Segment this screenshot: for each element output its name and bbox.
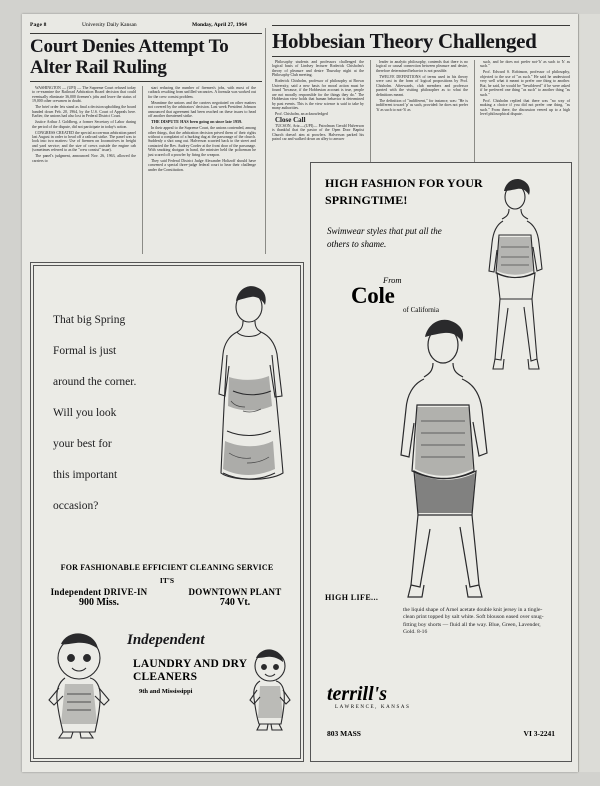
brand-address: 9th and Mississippi (139, 688, 193, 695)
news-column-2 (148, 86, 256, 254)
issue-date: Monday, April 27, 1964 (192, 22, 247, 28)
ad-its: IT'S (159, 576, 175, 585)
brand-cole-sub: of California (403, 306, 439, 314)
brand-cole: Cole (351, 283, 395, 308)
paragraph: The brief order lets stand as final a decision upholding the board handed down Feb. 20, 1964, by the U.S. Court of Appeals here. Earlier, the unions had also lost in Federal District Court. (32, 105, 136, 119)
ad-highlife-label: HIGH LIFE... (325, 593, 379, 602)
paragraph: Prof. Edward S. Robinson, professor of philosophy, objected to the use of "as such." He said he understood very well what it meant to prefer one thing to another. But, he said, he would be "bewildered" if he were asked if he preferred one thing "as such" to another thing "as such." (480, 70, 570, 97)
ad-line: around the corner. (53, 376, 137, 388)
ad-line: Formal is just (53, 345, 117, 357)
paragraph: Justice Arthur J. Goldberg, a former Secretary of Labor during the period of the dispute, did not participate in today's action. (32, 120, 136, 129)
ad-subcopy: Swimwear styles that put all the others to shame. (327, 226, 442, 249)
paragraph: Philosophy students and professors challenged the logical basis of Lindsey lecturer Roderick Chisholm's theory of pleasure and desire Thursday night at the Philosophy Club meeting. (272, 60, 364, 78)
mascot-right-illustration (247, 646, 293, 740)
ad-from-label: From (383, 275, 402, 285)
paper-name: University Daily Kansan (82, 22, 137, 28)
location-title: Independent DRIVE-IN (50, 587, 148, 597)
story-subheadline: Close Call (275, 115, 306, 124)
advertisement-terrills (310, 162, 572, 762)
column-rule (265, 28, 266, 254)
headline-left: Court Denies Attempt To Alter Rail Ruling (30, 36, 229, 78)
page-edge (578, 14, 600, 772)
ad-line: That big Spring (53, 314, 126, 326)
page-number: Page 8 (30, 22, 47, 28)
location-address: 740 Vt. (219, 597, 251, 608)
paragraph: The definition of "indifferent," for instance, was: "He is indifferent toward 'p' as such, provided: he does not prefer 'h' as such to not-'h' as (376, 98, 468, 112)
ad-line: this important (53, 469, 118, 481)
headline-right: Hobbesian Theory Challenged (272, 29, 537, 53)
ad-locations (31, 587, 303, 608)
ad-headline: HIGH FASHION FOR YOUR SPRINGTIME! (325, 176, 483, 207)
headline-right-rule (272, 56, 570, 57)
location-address: 900 Miss. (79, 597, 119, 608)
paragraph: Meantime the unions and the carriers negotiated on other matters not covered by the arbitrators' decision. Last week President Johnson announced that agreement had been reached on these issues to head off another threatened strike. (148, 100, 256, 119)
paragraph: such, and he does not prefer not-'h' as such to 'h' as such." (480, 60, 570, 69)
location-title: DOWNTOWN PLANT (188, 587, 282, 597)
paragraph: Roderick Chisholm, professor of philosophy at Brown University, said a new basis for moral action must be found "because, if the Hobbesian account is true, people are not morally responsible for the things they do." The Hobbesian view holds that human behavior is determined by past events. This is the view science is said to take by many authorities. (272, 79, 364, 111)
paragraph: In their appeal to the Supreme Court, the unions contended, among other things, that the arbitration decision prived them of their rights without a complaint of a hurking dug at the parsonage of the church. Suddenly a shot rang out. Halverson scurried back to the street and contacted the Rev. Audrey Corder at the front door of the parsonage. With smoking shotgun in hand, the minister held the policeman he just scared off a prowler by firing the weapon. (148, 126, 256, 157)
paragraph: start reducing the number of firemen's jobs, with most of the cutback resulting from unfilled vacancies. A formula was worked out for the crew consist problem. (148, 86, 256, 99)
ad-logo-block (41, 628, 293, 746)
brand-script: Independent (127, 632, 205, 648)
ad-product-copy: the liquid shape of Arnel acetate double knit jersey in a tingle-clean print topped by salt white. Soft blouson eased over snug-fitting boy shorts — fluid all the way. Blue, Green, Lavender, Gold. 8-16 (403, 607, 544, 636)
formal-gown-illustration (203, 281, 295, 531)
paragraph: leader in analytic philosophy, contends that there is no logical or causal connection between pleasure and desire, therefore determined behavior is not possible. (376, 60, 468, 73)
paragraph: They said Federal District Judge Alexander Holtzoff should have convened a special three-judge federal court to hear their challenge under the Constitution. (148, 158, 256, 172)
location-drive-in (31, 587, 167, 608)
paragraph-subhead: THE DISPUTE HAS been going on since late 1959. (151, 119, 243, 125)
ad-line: your best for (53, 438, 112, 450)
paragraph: TUCSON, Ariz.—(UPI)— Patrolman Gerald Halverson is thankful that the pastor of the Open Door Baptist Church doesn't aim at prowlers. Halverson parked his patrol car and walked down an alley to answer (272, 123, 364, 142)
mascot-left-illustration (41, 628, 119, 740)
paragraph: TWELVE DEFINITIONS of terms used in his theory were cast in the form of logical propositions by Prof. Chisholm. Afterwards, club members and professor parried with the visiting philosopher as to what the definitions meant. (376, 74, 468, 97)
paragraph: Prof. Chisholm replied that there was "no way of making a choice if you did not prefer one thing, "as such." From there, the discussion veered up to a high level philosophical dispute. (480, 98, 570, 116)
page-content (22, 14, 578, 772)
paragraph: CONGRESS CREATED the special accon-mas arbitration panel last August in order to head off a railroad strike. The panel was to look into two matters: Use of firemen on locomotives in freight and yard service; and the size of crews outside the engine cab (sometimes referred to as the "crew consist" issue). (32, 130, 136, 153)
paragraph: The panel's judgment, announced Nov. 26, 1963, allowed the carriers to (32, 154, 136, 163)
ad-line: Will you look (53, 407, 117, 419)
paragraph: Prof. Chisholm, an acknowledged (275, 111, 328, 116)
ad-copy-lines (53, 305, 203, 522)
location-downtown (167, 587, 303, 608)
store-phone: VI 3-2241 (523, 729, 555, 738)
paragraph: WASHINGTON — (UPI) — The Supreme Court refused today to re-examine the Railroad Arbitration Board decision that could eventually eliminate 36,000 firemen's jobs and leave the status of 19,000 other crewmen in doubt. (32, 86, 136, 104)
headline-left-rule (30, 81, 262, 82)
ad-line: occasion? (53, 500, 99, 512)
column-rule (142, 86, 143, 254)
store-logo: terrill's (327, 683, 388, 705)
news-column-1 (32, 86, 136, 254)
brand-name: LAUNDRY AND DRY CLEANERS (133, 658, 247, 683)
store-logo-sub: LAWRENCE, KANSAS (335, 705, 411, 710)
store-address: 803 MASS (327, 729, 361, 738)
advertisement-independent-laundry (30, 262, 304, 762)
masthead-rule-right (272, 25, 570, 26)
masthead-rule (30, 33, 262, 34)
swimsuit-illustration-lower (365, 313, 515, 603)
ad-service-line: FOR FASHIONABLE EFFICIENT CLEANING SERVICE (60, 563, 274, 572)
